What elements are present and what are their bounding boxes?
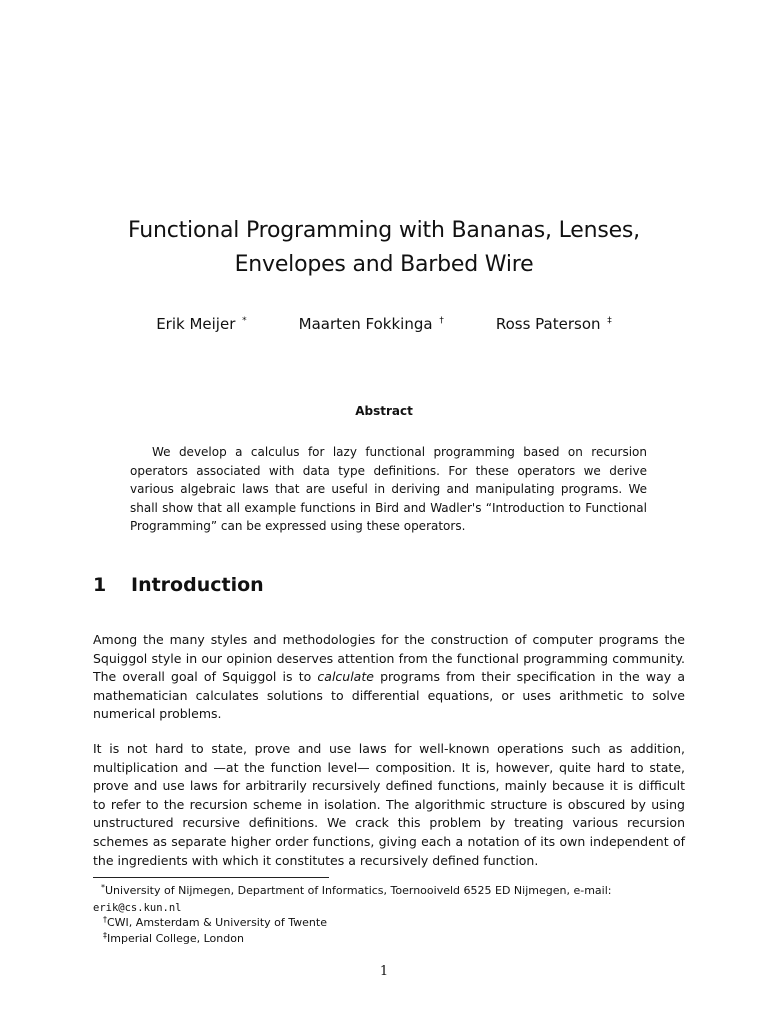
footnote-1 xyxy=(93,880,685,916)
footnote-mark: † xyxy=(439,316,444,326)
emphasis-calculate: calculate xyxy=(317,669,374,685)
footnote-mark: ‡ xyxy=(607,316,612,326)
footnote-text: CWI, Amsterdam & University of Twente xyxy=(107,916,327,929)
author-name: Maarten Fokkinga xyxy=(298,315,433,333)
footnote-mark: * xyxy=(242,316,247,326)
section-number: 1 xyxy=(93,574,107,596)
footnote-mark: ‡ xyxy=(103,931,107,940)
paragraph-2: It is not hard to state, prove and use laws for well-known operations such as addition, multiplication and —at the function level— composition. It is, however, quite hard to state, prove and use laws for arbitrarily recursively defined functions, mainly because it is difficult to refer to the recursion scheme in isolation. The algorithmic structure is obscured by using unstructured recursive definitions. We crack this problem by treating various recursion schemes as separate higher order functions, giving each a notation of its own independent of the ingredients with which it constitutes a recursively defined function. xyxy=(93,741,685,868)
author-paterson xyxy=(496,315,612,333)
paragraph-1 xyxy=(93,631,685,724)
abstract-text: We develop a calculus for lazy functional programming based on recursion operators associated with data type definitions. For these operators we derive various algebraic laws that are useful in deriving and manipulating programs. We shall show that all example functions in Bird and Wadler's “Introduction to Functional Programming” can be expressed using these operators. xyxy=(130,445,647,533)
paragraph-text: programs from their specification in the way a mathematician calculates solutions to differential equations, or uses arithmetic to solve numerical problems. xyxy=(93,669,685,722)
page-number: 1 xyxy=(379,964,389,979)
author-name: Erik Meijer xyxy=(156,315,236,333)
footnote-rule xyxy=(93,877,329,878)
section-title: Introduction xyxy=(131,574,264,596)
author-meijer xyxy=(156,315,246,333)
paragraph-text: Among the many styles and methodologies for the construction of computer programs the Squiggol style in our opinion deserves attention from the functional programming community. The overall goal of Squiggol is to xyxy=(93,632,685,685)
footnote-3 xyxy=(93,928,685,948)
author-name: Ross Paterson xyxy=(495,315,601,333)
section-heading xyxy=(93,574,264,596)
paper-title-line-1: Functional Programming with Bananas, Lenses, xyxy=(128,218,640,243)
footnote-text: University of Nijmegen, Department of Informatics, Toernooiveld 6525 ED Nijmegen, e-mail: xyxy=(105,884,612,897)
footnote-mark: * xyxy=(101,883,105,892)
abstract-heading: Abstract xyxy=(355,404,413,418)
author-list xyxy=(0,315,768,333)
paper-title-line-2: Envelopes and Barbed Wire xyxy=(234,252,534,277)
footnote-email: erik@cs.kun.nl xyxy=(93,901,182,914)
footnote-mark: † xyxy=(103,915,107,924)
author-fokkinga xyxy=(299,315,444,333)
footnote-text: Imperial College, London xyxy=(107,932,244,945)
